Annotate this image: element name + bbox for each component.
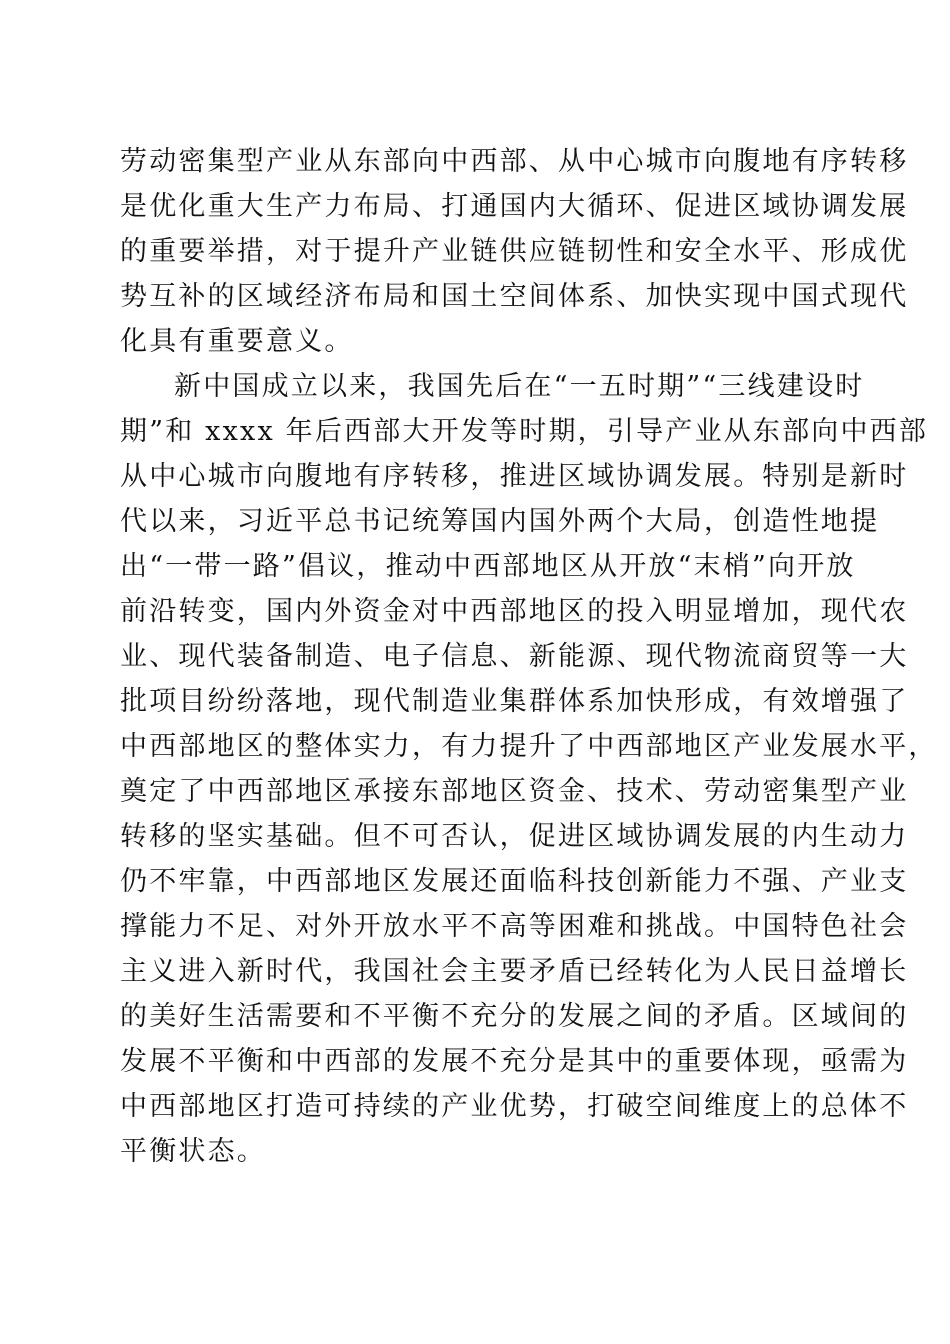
text-line: 主义进入新时代，我国社会主要矛盾已经转化为人民日益增长 (120, 956, 909, 987)
text-line: 从中心城市向腹地有序转移，推进区域协调发展。特别是新时 (120, 461, 909, 492)
text-line: 代以来，习近平总书记统筹国内国外两个大局，创造性地提 (120, 506, 880, 537)
text-line: 批项目纷纷落地，现代制造业集群体系加快形成，有效增强了 (120, 686, 909, 717)
text-line: 业、现代装备制造、电子信息、新能源、现代物流商贸等一大 (120, 641, 909, 672)
text-line: 发展不平衡和中西部的发展不充分是其中的重要体现，亟需为 (120, 1046, 909, 1077)
text-line: 平衡状态。 (120, 1136, 266, 1167)
text-line: 中西部地区打造可持续的产业优势，打破空间维度上的总体不 (120, 1091, 909, 1122)
text-line: 奠定了中西部地区承接东部地区资金、技术、劳动密集型产业 (120, 776, 909, 807)
text-line: 撑能力不足、对外开放水平不高等困难和挑战。中国特色社会 (120, 911, 909, 942)
text-line: 中西部地区的整体实力，有力提升了中西部地区产业发展水平， (120, 731, 938, 762)
text-line: 是优化重大生产力布局、打通国内大循环、促进区域协调发展 (120, 191, 909, 222)
text-line: 的美好生活需要和不平衡不充分的发展之间的矛盾。区域间的 (120, 1001, 909, 1032)
text-line: 新中国成立以来，我国先后在“一五时期”“三线建设时 (174, 371, 865, 402)
text-line: 化具有重要意义。 (120, 326, 354, 357)
text-line: 前沿转变，国内外资金对中西部地区的投入明显增加，现代农 (120, 596, 909, 627)
text-line: 转移的坚实基础。但不可否认，促进区域协调发展的内生动力 (120, 821, 909, 852)
text-line: 仍不牢靠，中西部地区发展还面临科技创新能力不强、产业支 (120, 866, 909, 897)
text-line: 出“一带一路”倡议，推动中西部地区从开放“末梢”向开放 (120, 551, 856, 582)
text-line: 劳动密集型产业从东部向中西部、从中心城市向腹地有序转移 (120, 146, 909, 177)
text-line: 的重要举措，对于提升产业链供应链韧性和安全水平、形成优 (120, 236, 909, 267)
text-line: 期”和 xxxx 年后西部大开发等时期，引导产业从东部向中西部 (120, 416, 929, 447)
text-line: 势互补的区域经济布局和国土空间体系、加快实现中国式现代 (120, 281, 909, 312)
